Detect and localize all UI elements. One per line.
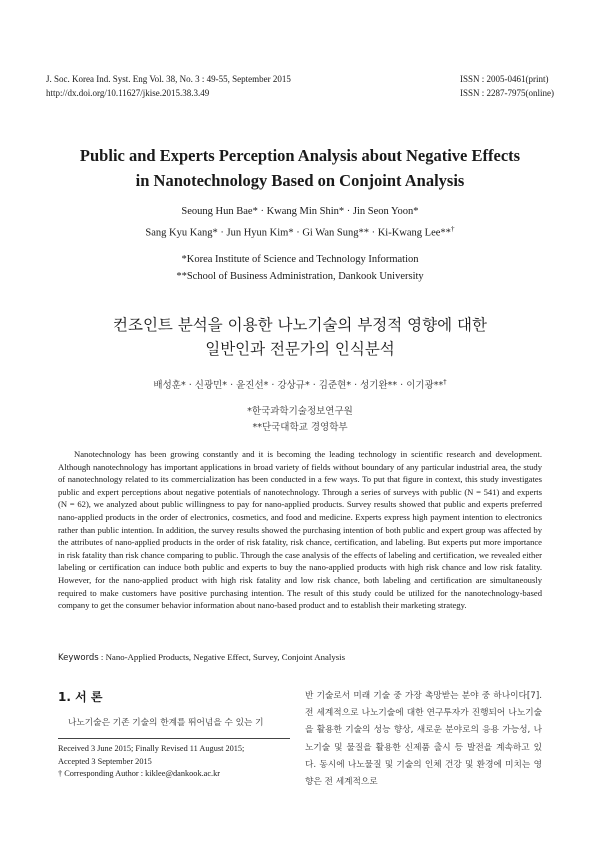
korean-affiliation-2: **단국대학교 경영학부 <box>252 422 348 433</box>
corresponding-author-text: Corresponding Author : kiklee@dankook.ac.kr <box>62 769 221 778</box>
footnotes <box>58 743 298 781</box>
keywords-separator: : <box>98 652 106 662</box>
issn-print: ISSN : 2005-0461(print) <box>460 74 549 84</box>
corresponding-author <box>58 768 298 781</box>
corresponding-mark: † <box>450 224 455 233</box>
english-title <box>40 143 560 193</box>
english-authors-line2 <box>40 220 560 242</box>
korean-authors <box>40 374 560 394</box>
korean-title-line2: 일반인과 전문가의 인식분석 <box>205 340 395 358</box>
doi-link[interactable]: http://dx.doi.org/10.11627/jkise.2015.38.3.49 <box>46 88 210 98</box>
keywords-label: Keywords <box>58 653 99 663</box>
english-title-line1: Public and Experts Perception Analysis about Negative Effects <box>79 146 521 165</box>
english-authors-line1: Seoung Hun Bae* · Kwang Min Shin* · Jin Seon Yoon* <box>181 206 419 217</box>
issn-block <box>460 72 554 100</box>
journal-citation: J. Soc. Korea Ind. Syst. Eng Vol. 38, No. 3 : 49-55, September 2015 <box>46 74 291 84</box>
footnote-divider <box>58 738 290 739</box>
korean-title-line1: 컨조인트 분석을 이용한 나노기술의 부정적 영향에 대한 <box>113 316 487 334</box>
english-affiliation-1: *Korea Institute of Science and Technology Information <box>181 254 419 265</box>
section-heading-introduction: 1. 서 론 <box>58 690 103 704</box>
korean-affiliation-1: *한국과학기술정보연구원 <box>247 406 353 417</box>
english-authors-line2-text: Sang Kyu Kang* · Jun Hyun Kim* · Gi Wan Sung** · Ki-Kwang Lee** <box>145 227 451 239</box>
introduction-left-text: 나노기술은 기존 기술의 한계를 뛰어넘을 수 있는 기 <box>68 718 264 728</box>
dagger-mark: † <box>58 769 63 778</box>
english-affiliation-2: **School of Business Administration, Dankook University <box>176 271 424 282</box>
korean-affiliations <box>40 404 560 436</box>
abstract: Nanotechnology has been growing constantly and it is becoming the leading technology in scientific research and development. Although nanotechnology has important applications in broad variety of fields without boundary of any particular industrial area, the study of nanotechnology related to its commercialization has been conducted in a few ways. To put that figure in context, this study investigates public and expert perceptions about negative potentials of nanotechnology. Through a series of surveys with public (N = 541) and experts (N = 62), we analyzed about public willingness to pay for nano-applied products. Survey results showed that public and experts preferred nano-applied products in the order of electronics, cosmetics, and food and medicine. Experts express high payment intention to electronics rather than public intention. In addition, the survey results showed the purchasing intention of both public and expert group was affected by the attributes of nano-applied products in the order of risk fatality, risk chance, certification, and labeling. But experts put more importance in risk fatality than risk chance comparing to public. Through the case analysis of the effects of labeling and certification, we revealed either labeling or certification can induce both public and experts to buy the nano-applied products with high risk chance and low risk fatality. However, for the nano-applied product with high risk fatality and low risk chance, both labeling and certification are simultaneously required to make customers have positive purchasing intention. The result of this study could be utilized for the nanotechnology-based company to get the consumer behavior information about nano-based product and to establish their marketing strategy. <box>58 449 542 611</box>
issn-online: ISSN : 2287-7975(online) <box>460 88 554 98</box>
english-affiliations <box>40 251 560 285</box>
keywords <box>58 651 542 665</box>
korean-authors-text: 배성훈* · 신광민* · 윤진선* · 강상규* · 김준현* · 성기완** · 이기광** <box>153 380 444 392</box>
accepted-date: Accepted 3 September 2015 <box>58 756 152 766</box>
english-authors <box>40 203 560 242</box>
korean-title <box>40 313 560 361</box>
korean-corresponding-mark: † <box>443 378 447 386</box>
journal-header <box>46 72 291 100</box>
keywords-text: Nano-Applied Products, Negative Effect, Survey, Conjoint Analysis <box>105 652 346 662</box>
english-title-line2: in Nanotechnology Based on Conjoint Analysis <box>135 171 465 190</box>
introduction-right-text: 반 기술로서 미래 기술 중 가장 촉망받는 분야 중 하나이다[7]. 전 세계적으로 나노기술에 대한 연구투자가 진행되어 나노기술을 활용한 기술의 성능 향상, 새로운 분야로의 응용 가능성, 나노기술 및 물질을 활용한 신제품 출시 등 발전을 계속하고 있다. 동시에 나노물질 및 기술의 인체 건강 및 환경에 미치는 영향은 전 세계적으로 <box>305 691 542 788</box>
received-date: Received 3 June 2015; Finally Revised 11 August 2015; <box>58 744 245 753</box>
